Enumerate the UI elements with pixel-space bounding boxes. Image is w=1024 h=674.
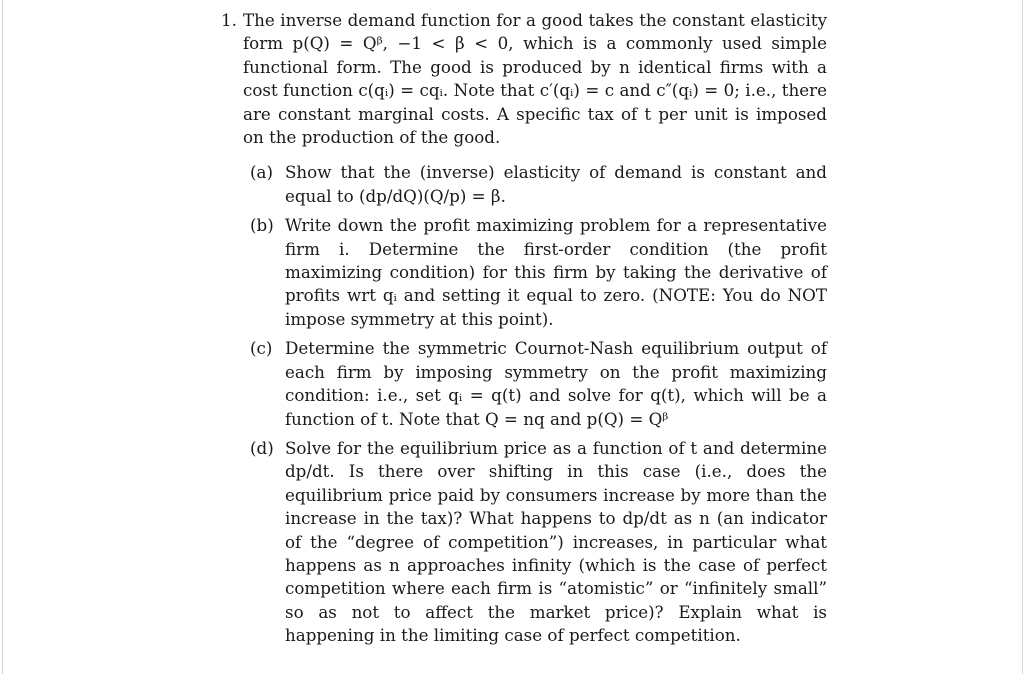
part-b xyxy=(243,214,827,331)
part-d-label: (d) xyxy=(250,437,274,458)
part-b-label: (b) xyxy=(250,215,274,236)
part-c-text: Determine the symmetric Cournot-Nash equilibrium output of each firm by imposing symmetry on the profit maximizing condition: i.e., set qᵢ = q(t) and solve for q(t), which will be a function of t. Note that Q = nq and p(Q) = Qᵝ xyxy=(285,338,827,429)
question-number: 1. xyxy=(221,10,237,30)
part-a-text: Show that the (inverse) elasticity of demand is constant and equal to (dp/dQ)(Q/p) = β. xyxy=(285,162,827,206)
page-right-border xyxy=(1022,0,1023,674)
part-d-text: Solve for the equilibrium price as a function of t and determine dp/dt. Is there over shifting in this case (i.e., does the equilibrium price paid by consumers increase by more than the increase in the tax)? What happens to dp/dt as n (an indicator of the “degree of competition”) increases, in particular what happens as n approaches infinity (which is the case of perfect competition where each firm is “atomistic” or “infinitely small” so as not to affect the market price)? Explain what is happening in the limiting case of perfect competition. xyxy=(285,437,827,646)
question-body: The inverse demand function for a good takes the constant elasticity form p(Q) = Qᵝ, −1 < β < 0, which is a commonly used simple functional form. The good is produced by n identical firms with a cost function c(qᵢ) = cqᵢ. Note that c′(qᵢ) = c and c″(qᵢ) = 0; i.e., there are constant marginal costs. A specific tax of t per unit is imposed on the production of the good. xyxy=(243,10,827,148)
part-c xyxy=(243,337,827,431)
part-a-label: (a) xyxy=(250,162,273,183)
part-b-text: Write down the profit maximizing problem for a representative firm i. Determine the first-order condition (the profit maximizing condition) for this firm by taking the derivative of profits wrt qᵢ and setting it equal to zero. (NOTE: You do NOT impose symmetry at this point). xyxy=(285,215,827,329)
part-d xyxy=(243,437,827,648)
question-parts xyxy=(243,161,827,647)
page-left-border xyxy=(2,0,3,674)
part-a xyxy=(243,161,827,208)
problem-text xyxy=(221,9,827,654)
part-c-label: (c) xyxy=(250,338,273,359)
